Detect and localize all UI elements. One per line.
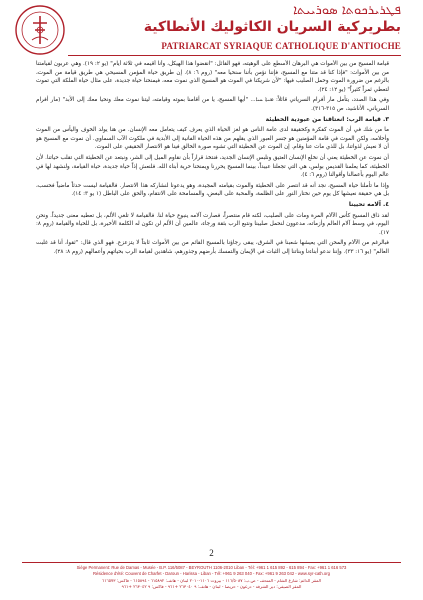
letterhead-divider (68, 55, 401, 56)
letter-body (36, 60, 389, 540)
body-paragraph: لقد ذاق المسيح كأس الآلام المرة ومات على الصليب، لكنه قام منتصراً، فصارت آلامه ينبوع حياة لنا. فالقيامة لا تلغي الألم، بل تعطيه معنى جديداً. ونحن اليوم، في وسط آلام العالم وأزماته، مدعوون لنحمل صليبنا ونتبع الرب بثقة ورجاء، عالمين أن الألم لن تكون له الكلمة الأخيرة، بل للحياة والقيامة (روم ٨: ١٧). (36, 212, 389, 236)
patriarchal-seal-icon (14, 4, 66, 56)
page-number: 2 (209, 548, 214, 558)
letterhead-footer (22, 562, 401, 591)
letterhead-arabic-title: بطريركية السريان الكاثوليك الأنطاكية (143, 19, 401, 35)
letterhead-french-title: PATRIARCAT SYRIAQUE CATHOLIQUE D'ANTIOCHE (161, 41, 401, 51)
section-heading: ٤. آلامه تحيينا (348, 200, 389, 208)
footer-address-line: Siège Permanent: Rue de Damas - Musée - B.P. 116/5087 - BEYROUTH 1106-2010 Liban - Tél: +961 1 615 892 - 615 894 - Fax: +961 1 616 573 (76, 565, 347, 570)
letterhead (0, 0, 423, 64)
section-heading: ٣. قيامة الرب: انعتاقنا من عبودية الخطيئة (265, 115, 389, 123)
letterhead-syriac-title: ܦܛܪܝܪܟܘܬܐ ܣܘܪܝܝܬܐ (293, 3, 401, 18)
body-paragraph: وإذا ما تأملنا حياة المسيح، نجد أنه قد انتصر على الخطيئة والموت بقيامته المجيدة، وهو يدعونا لنشاركه هذا الانتصار. فالقيامة ليست حدثاً ماضياً فحسب، بل هي حقيقة نعيشها كل يوم حين نختار النور على الظلمة، والمحبة على البغض، والمسامحة على الانتقام، والحق على الباطل (١ يو ٣: ١٤). (36, 182, 389, 198)
body-paragraph: ما من شك في أن الموت كفكرة وكحقيقة لدى عامة الناس هو لغز الحياة الذي يعرف كيف يتعامل معه الإنسان. من هنا يولد الخوف واليأس من الموت وأحلامه، ولكن الموت في قامة المؤمنين هو جسر العبور الذي يقلهم من هذه الحياة الفانية إلى الأبدية في ملكوت الآب السماوي. أن نموت مع المسيح هو أن لا نعيش لذواتنا، بل للذي مات عنا وقام. إن الموت عن الخطيئة التي تشوه صورة الخالق فينا هو الانتصار الحقيقي على الموت. (36, 127, 389, 151)
body-paragraph: وفي هذا الصدد، يتأمل مار أفرام السرياني قائلاً: ܡܝܬܐ ܚܝܐ... "أيها المسيح، يا من أقامنا بموته وقيامته، ليتنا نموت معك ونحيا معك إلى الأبد" (مار أفرام السرياني، الأناشيد، ص ٣١٥-٣١٦). (36, 97, 389, 112)
footer-address-line: Résidence d'été: Couvent de Charfet - Daroun - Harissa - Liban - Tél: +961 9 263 040 - Fax: +961 9 263 042 - www.syr-cath.org (93, 571, 330, 577)
body-paragraph: فبالرغم من الآلام والمحن التي يعيشها شعبنا في الشرق، يبقى رجاؤنا بالمسيح القائم من بين الأموات ثابتاً لا يتزعزع. فهو الذي قال: "ثقوا، أنا قد غلبت العالم" (يو ١٦: ٣٣). وإننا ندعو أبناءنا وبناتنا إلى الثبات في الإيمان والتمسك بأرضهم وجذورهم، شاهدين لقيامة الرب بحياتهم وأعمالهم (روم ٨: ٢٨). (36, 240, 389, 255)
body-paragraph: قيامة المسيح من بين الأموات هي البرهان الأسطع على ألوهيته، فهو القائل: "انقضوا هذا الهيكل، وأنا أقيمه في ثلاثة أيام" (يو ٢: ١٩). وهي عربون لقيامتنا من بين الأموات: "فإذا كنا قد متنا مع المسيح، فإننا نؤمن بأننا سنحيا معه" (روم ٦: ٨). إن طريق حياة المؤمن المسيحي هي طريق قيامة من الموت، بالرغم من ضرورة الموت وحمل الصليب فيها: "لأن شريكنا في الموت هو المسيح الذي نموت معه، فيمنحنا حياة جديدة، على مثال حياة الملكة التي تموت لتعطي ثمراً كثيراً" (يو ١٢: ٢٤). (36, 61, 389, 93)
footer-address-line: المقر الصيفي: دير الشرفة - درعون - حريصا - لبنان - هاتف: ٩ ٢٦٣٠٤٠ +٩٦١ - فاكس: ٩ ٢٦٣٠٤٢ +٩٦١ (121, 584, 302, 590)
footer-address-line: المقر الدائم: شارع الشام - المتحف - ص.ب: ١١٦/٥٠٨٧ - بيروت ١١٠٦-٢٠١٠ لبنان - هاتف: ٦١٥٨٩٢ - ٦١٥٨٩٤ - فاكس: ٦١٦٥٧٣ (102, 577, 321, 583)
body-paragraph: أن نموت عن الخطيئة يعني أن نخلع الإنسان العتيق ونلبس الإنسان الجديد، فنتخذ قراراً بأن نقاوم الميل إلى الشر، ونبتعد عن الخطيئة التي تقلب حياتنا. لأن الخطيئة، كما يعلمنا القديس بولس، هي التي تجعلنا عبيداً، بينما المسيح يحررنا ويمنحنا حرية أبناء الله. فلنعش إذاً حياة جديدة، حياة القيامة، ولنشهد لها في عالم اليوم بأعمالنا وأقوالنا (روم ٦: ٤). (36, 154, 389, 179)
